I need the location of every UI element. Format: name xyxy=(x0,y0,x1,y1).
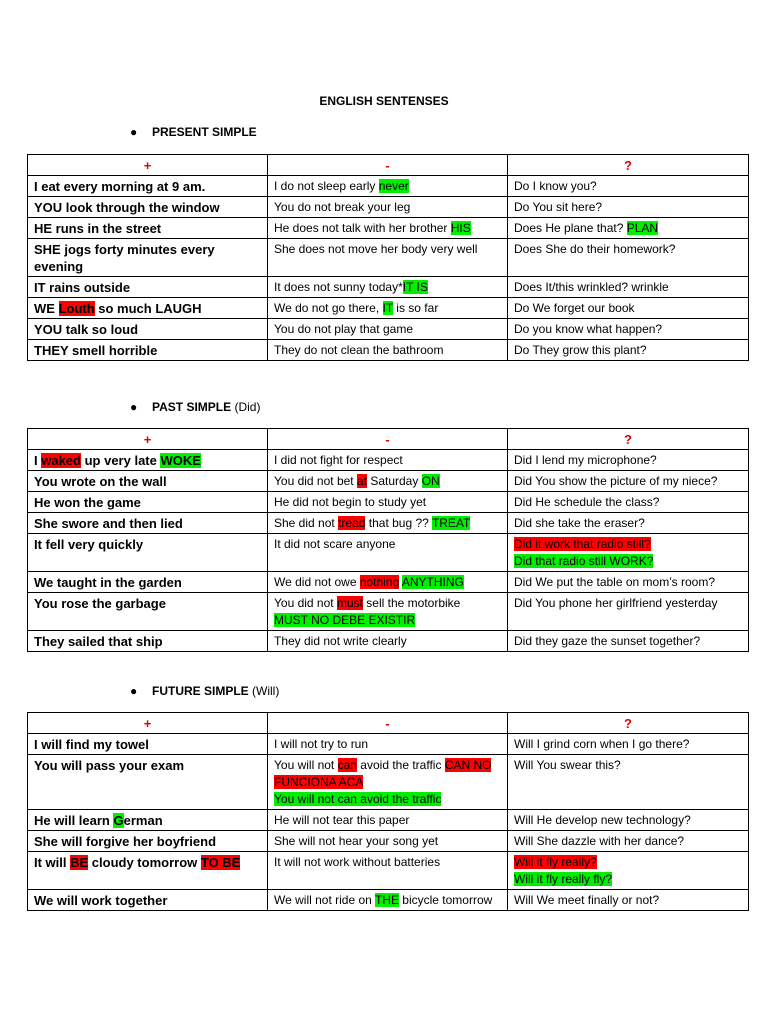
past-simple-table xyxy=(27,428,749,652)
cell-text: WE xyxy=(34,301,59,316)
green-highlight: Did that radio still WORK? xyxy=(514,554,654,568)
table-row xyxy=(28,534,749,572)
section-heading-present: ● PRESENT SIMPLE xyxy=(130,125,257,139)
affirmative-cell xyxy=(28,298,268,319)
question-cell xyxy=(508,534,749,572)
negative-cell xyxy=(268,755,508,810)
cell-text: cloudy tomorrow xyxy=(88,855,201,870)
cell-text: She swore and then lied xyxy=(34,516,183,531)
green-highlight: You will not can avoid the traffic xyxy=(274,792,442,806)
question-cell xyxy=(508,277,749,298)
green-highlight: IT IS xyxy=(402,280,428,294)
cell-text: You do not break your leg xyxy=(274,200,411,214)
green-highlight: never xyxy=(378,179,409,193)
cell-text: Did I lend my microphone? xyxy=(514,453,657,467)
table-row xyxy=(28,572,749,593)
cell-text: YOU talk so loud xyxy=(34,322,139,337)
red-highlight: tread xyxy=(338,516,366,530)
affirmative-cell xyxy=(28,810,268,831)
question-cell xyxy=(508,218,749,239)
cell-text: She will not hear your song yet xyxy=(274,834,439,848)
cell-text: She does not move her body very well xyxy=(274,242,478,256)
question-cell xyxy=(508,492,749,513)
negative-cell xyxy=(268,572,508,593)
cell-text: It does not sunny today* xyxy=(274,280,403,294)
affirmative-cell xyxy=(28,218,268,239)
negative-cell xyxy=(268,450,508,471)
header-question: ? xyxy=(508,155,749,176)
negative-cell xyxy=(268,734,508,755)
cell-text: Do They grow this plant? xyxy=(514,343,647,357)
cell-text: Did You phone her girlfriend yesterday xyxy=(514,596,718,610)
table-row xyxy=(28,831,749,852)
question-cell xyxy=(508,340,749,361)
question-cell xyxy=(508,890,749,911)
cell-text: You rose the garbage xyxy=(34,596,166,611)
cell-text: Will We meet finally or not? xyxy=(514,893,660,907)
table-row xyxy=(28,631,749,652)
green-highlight: TREAT xyxy=(431,516,471,530)
negative-cell xyxy=(268,831,508,852)
table-row xyxy=(28,277,749,298)
cell-text: Did she take the eraser? xyxy=(514,516,645,530)
cell-text: I did not fight for respect xyxy=(274,453,403,467)
affirmative-cell xyxy=(28,513,268,534)
cell-text: We do not go there, xyxy=(274,301,383,315)
affirmative-cell xyxy=(28,572,268,593)
cell-text: avoid the traffic xyxy=(356,758,445,772)
cell-text: I eat every morning at 9 am. xyxy=(34,179,206,194)
cell-text: I will not try to run xyxy=(274,737,369,751)
cell-text: We will work together xyxy=(34,893,168,908)
red-highlight: Will it fly really? xyxy=(514,855,597,869)
cell-text: Does She do their homework? xyxy=(514,242,676,256)
affirmative-cell xyxy=(28,197,268,218)
negative-cell xyxy=(268,176,508,197)
table-row xyxy=(28,319,749,340)
red-highlight: CAN NO FUNCIONA ACA xyxy=(274,758,492,789)
question-cell xyxy=(508,197,749,218)
green-highlight: THE xyxy=(374,893,399,907)
negative-cell xyxy=(268,513,508,534)
red-highlight: can xyxy=(337,758,357,772)
cell-text: I will find my towel xyxy=(34,737,149,752)
table-row xyxy=(28,450,749,471)
affirmative-cell xyxy=(28,890,268,911)
negative-cell xyxy=(268,534,508,572)
header-affirmative: + xyxy=(28,429,268,450)
red-highlight: must xyxy=(336,596,363,610)
table-row xyxy=(28,810,749,831)
table-row xyxy=(28,218,749,239)
green-highlight: IT xyxy=(382,301,393,315)
table-row xyxy=(28,755,749,810)
red-highlight: TO BE xyxy=(200,855,241,870)
negative-cell xyxy=(268,593,508,631)
table-header-row xyxy=(28,713,749,734)
cell-text: He will learn xyxy=(34,813,114,828)
table-header-row xyxy=(28,155,749,176)
cell-text: They do not clean the bathroom xyxy=(274,343,444,357)
cell-text: She did not xyxy=(274,516,339,530)
cell-text: It will xyxy=(34,855,71,870)
cell-text: He won the game xyxy=(34,495,141,510)
affirmative-cell xyxy=(28,450,268,471)
section-heading-future: ● FUTURE SIMPLE (Will) xyxy=(130,684,280,698)
header-negative: - xyxy=(268,429,508,450)
cell-text: He did not begin to study yet xyxy=(274,495,427,509)
affirmative-cell xyxy=(28,319,268,340)
red-highlight: waked xyxy=(41,453,81,468)
question-cell xyxy=(508,513,749,534)
cell-text: Do you know what happen? xyxy=(514,322,663,336)
table-row xyxy=(28,513,749,534)
doc-title: ENGLISH SENTENSES xyxy=(319,94,449,108)
question-cell xyxy=(508,572,749,593)
affirmative-cell xyxy=(28,631,268,652)
negative-cell xyxy=(268,277,508,298)
cell-text: You will not xyxy=(274,758,338,772)
bullet-icon: ● xyxy=(130,684,138,698)
cell-text: Do We forget our book xyxy=(514,301,635,315)
question-cell xyxy=(508,471,749,492)
affirmative-cell xyxy=(28,492,268,513)
table-row xyxy=(28,197,749,218)
cell-text: up very late xyxy=(80,453,161,468)
question-cell xyxy=(508,319,749,340)
negative-cell xyxy=(268,319,508,340)
cell-text: Will He develop new technology? xyxy=(514,813,691,827)
table-row xyxy=(28,852,749,890)
green-highlight: G xyxy=(113,813,124,828)
negative-cell xyxy=(268,492,508,513)
cell-text: Will I grind corn when I go there? xyxy=(514,737,690,751)
table-row xyxy=(28,890,749,911)
red-highlight: BE xyxy=(70,855,89,870)
question-cell xyxy=(508,450,749,471)
header-negative: - xyxy=(268,155,508,176)
affirmative-cell xyxy=(28,239,268,277)
question-cell xyxy=(508,239,749,277)
negative-cell xyxy=(268,298,508,319)
table-row xyxy=(28,298,749,319)
affirmative-cell xyxy=(28,593,268,631)
question-cell xyxy=(508,176,749,197)
green-highlight: HIS xyxy=(450,221,471,235)
green-highlight: ANYTHING xyxy=(401,575,464,589)
red-highlight: Louth xyxy=(58,301,95,316)
question-cell xyxy=(508,852,749,890)
affirmative-cell xyxy=(28,734,268,755)
cell-text: You do not play that game xyxy=(274,322,413,336)
present-simple-table xyxy=(27,154,749,361)
affirmative-cell xyxy=(28,340,268,361)
negative-cell xyxy=(268,810,508,831)
table-row xyxy=(28,492,749,513)
green-highlight: ON xyxy=(421,474,440,488)
affirmative-cell xyxy=(28,176,268,197)
negative-cell xyxy=(268,197,508,218)
negative-cell xyxy=(268,340,508,361)
section-heading-past: ● PAST SIMPLE (Did) xyxy=(130,400,261,414)
cell-text: Did We put the table on mom’s room? xyxy=(514,575,715,589)
cell-text: I xyxy=(34,453,42,468)
cell-text: Did they gaze the sunset together? xyxy=(514,634,701,648)
negative-cell xyxy=(268,631,508,652)
affirmative-cell xyxy=(28,471,268,492)
affirmative-cell xyxy=(28,277,268,298)
question-cell xyxy=(508,593,749,631)
table-row xyxy=(28,239,749,277)
cell-text: It did not scare anyone xyxy=(274,537,396,551)
negative-cell xyxy=(268,852,508,890)
cell-text: Saturday xyxy=(366,474,422,488)
question-cell xyxy=(508,631,749,652)
cell-text: so much LAUGH xyxy=(94,301,202,316)
question-cell xyxy=(508,810,749,831)
cell-text: THEY smell horrible xyxy=(34,343,158,358)
bullet-icon: ● xyxy=(130,125,138,139)
table-row xyxy=(28,176,749,197)
question-cell xyxy=(508,734,749,755)
cell-text: She will forgive her boyfriend xyxy=(34,834,217,849)
table-row xyxy=(28,593,749,631)
cell-text: You did not xyxy=(274,596,337,610)
question-cell xyxy=(508,298,749,319)
green-highlight: MUST NO DEBE EXISTIR xyxy=(274,613,416,627)
affirmative-cell xyxy=(28,755,268,810)
negative-cell xyxy=(268,218,508,239)
cell-text: You did not bet xyxy=(274,474,357,488)
header-affirmative: + xyxy=(28,713,268,734)
cell-text: He will not tear this paper xyxy=(274,813,410,827)
cell-text: HE runs in the street xyxy=(34,221,162,236)
question-cell xyxy=(508,831,749,852)
table-row xyxy=(28,340,749,361)
cell-text: Did You show the picture of my niece? xyxy=(514,474,718,488)
table-row xyxy=(28,734,749,755)
negative-cell xyxy=(268,471,508,492)
cell-text: It will not work without batteries xyxy=(274,855,441,869)
cell-text: Does It/this wrinkled? wrinkle xyxy=(514,280,669,294)
cell-text: We will not ride on xyxy=(274,893,375,907)
table-header-row xyxy=(28,429,749,450)
table-row xyxy=(28,471,749,492)
header-question: ? xyxy=(508,429,749,450)
affirmative-cell xyxy=(28,852,268,890)
future-simple-table xyxy=(27,712,749,911)
header-question: ? xyxy=(508,713,749,734)
cell-text: bicycle tomorrow xyxy=(398,893,493,907)
affirmative-cell xyxy=(28,534,268,572)
cell-text: They did not write clearly xyxy=(274,634,407,648)
affirmative-cell xyxy=(28,831,268,852)
cell-text: erman xyxy=(123,813,163,828)
cell-text: sell the motorbike xyxy=(362,596,461,610)
cell-text: Will She dazzle with her dance? xyxy=(514,834,685,848)
cell-text: We taught in the garden xyxy=(34,575,182,590)
green-highlight: PLAN xyxy=(626,221,659,235)
cell-text: YOU look through the window xyxy=(34,200,220,215)
cell-text: is so far xyxy=(392,301,439,315)
red-highlight: Did it work that radio still? xyxy=(514,537,651,551)
cell-text: Did He schedule the class? xyxy=(514,495,660,509)
header-negative: - xyxy=(268,713,508,734)
negative-cell xyxy=(268,239,508,277)
cell-text: SHE jogs forty minutes every evening xyxy=(34,242,215,274)
cell-text: Will You swear this? xyxy=(514,758,621,772)
cell-text: They sailed that ship xyxy=(34,634,163,649)
bullet-icon: ● xyxy=(130,400,138,414)
cell-text: Do I know you? xyxy=(514,179,597,193)
red-highlight: at xyxy=(356,474,367,488)
cell-text: You wrote on the wall xyxy=(34,474,167,489)
green-highlight: WOKE xyxy=(160,453,201,468)
cell-text: IT rains outside xyxy=(34,280,131,295)
cell-text: You will pass your exam xyxy=(34,758,185,773)
cell-text: I do not sleep early xyxy=(274,179,379,193)
cell-text: It fell very quickly xyxy=(34,537,144,552)
cell-text: that bug ?? xyxy=(365,516,432,530)
header-affirmative: + xyxy=(28,155,268,176)
cell-text: We did not owe xyxy=(274,575,360,589)
question-cell xyxy=(508,755,749,810)
negative-cell xyxy=(268,890,508,911)
cell-text: He does not talk with her brother xyxy=(274,221,451,235)
red-highlight: nothing xyxy=(359,575,400,589)
green-highlight: Will it fly really fly? xyxy=(514,872,613,886)
cell-text: Do You sit here? xyxy=(514,200,603,214)
cell-text: Does He plane that? xyxy=(514,221,627,235)
